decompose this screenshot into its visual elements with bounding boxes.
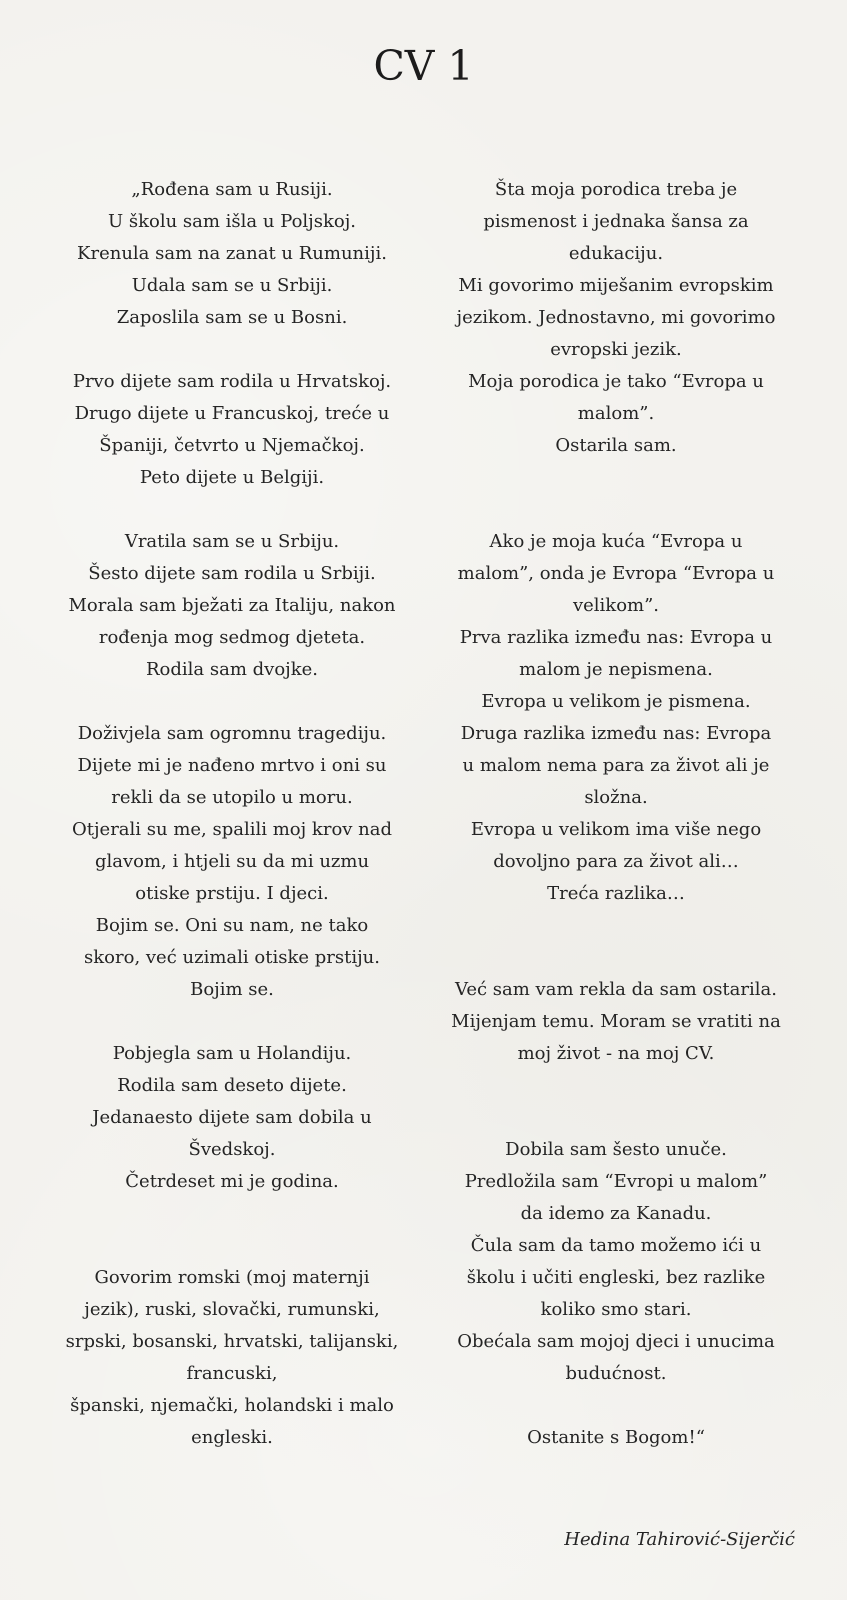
- text-line: pismenost i jednaka šansa za: [483, 211, 749, 232]
- blank-line: [55, 1198, 409, 1230]
- text-line: edukaciju.: [568, 243, 664, 264]
- text-line: evropski jezik.: [550, 339, 682, 360]
- blank-line: [55, 494, 409, 526]
- text-line: Mijenjam temu. Moram se vratiti na: [451, 1011, 781, 1032]
- page-title: CV 1: [373, 42, 474, 90]
- text-line: Evropa u velikom je pismena.: [481, 691, 751, 712]
- text-line: Čula sam da tamo možemo ići u: [470, 1235, 762, 1256]
- blank-line: [55, 686, 409, 718]
- blank-line: [435, 462, 797, 494]
- text-line: U školu sam išla u Poljskoj.: [107, 211, 357, 232]
- blank-line: [435, 910, 797, 942]
- text-line: koliko smo stari.: [540, 1299, 692, 1320]
- text-line: Već sam vam rekla da sam ostarila.: [455, 979, 777, 1000]
- text-line: Dobila sam šesto unuče.: [505, 1139, 727, 1160]
- text-line: glavom, i htjeli su da mi uzmu: [94, 851, 370, 872]
- text-line: srpski, bosanski, hrvatski, talijanski,: [65, 1331, 399, 1352]
- text-line: Krenula sam na zanat u Rumuniji.: [77, 243, 387, 264]
- blank-line: [55, 1006, 409, 1038]
- text-line: Dijete mi je nađeno mrtvo i oni su: [77, 755, 387, 776]
- blank-line: [435, 942, 797, 974]
- blank-line: [55, 1230, 409, 1262]
- text-line: jezikom. Jednostavno, mi govorimo: [456, 307, 776, 328]
- text-line: Doživjela sam ogromnu tragediju.: [77, 723, 387, 744]
- text-line: malom je nepismena.: [519, 659, 713, 680]
- text-line: Treća razlika…: [547, 883, 685, 904]
- text-line: Šesto dijete sam rodila u Srbiji.: [88, 563, 376, 584]
- text-line: Švedskoj.: [188, 1139, 276, 1160]
- text-line: malom”, onda je Evropa “Evropa u: [457, 563, 775, 584]
- text-line: Prva razlika između nas: Evropa u: [459, 627, 773, 648]
- blank-line: [435, 1070, 797, 1102]
- right-text-column: [435, 174, 797, 1454]
- text-line: Bojim se. Oni su nam, ne tako: [95, 915, 369, 936]
- text-line: Govorim romski (moj maternji: [94, 1267, 370, 1288]
- text-line: rekli da se utopilo u moru.: [111, 787, 353, 808]
- text-line: Mi govorimo miješanim evropskim: [458, 275, 774, 296]
- blank-line: [55, 334, 409, 366]
- text-line: Pobjegla sam u Holandiju.: [112, 1043, 352, 1064]
- text-line: Jedanaesto dijete sam dobila u: [92, 1107, 372, 1128]
- text-line: u malom nema para za život ali je: [462, 755, 770, 776]
- text-line: velikom”.: [572, 595, 660, 616]
- text-line: budućnost.: [565, 1363, 667, 1384]
- blank-line: [435, 1102, 797, 1134]
- text-line: moj život - na moj CV.: [517, 1043, 715, 1064]
- text-line: da idemo za Kanadu.: [520, 1203, 712, 1224]
- text-line: „Rođena sam u Rusiji.: [131, 179, 333, 200]
- text-line: španski, njemački, holandski i malo: [70, 1395, 394, 1416]
- blank-line: [435, 494, 797, 526]
- text-line: Morala sam bježati za Italiju, nakon: [68, 595, 396, 616]
- text-line: Peto dijete u Belgiji.: [139, 467, 325, 488]
- text-line: Prvo dijete sam rodila u Hrvatskoj.: [72, 371, 392, 392]
- text-line: složna.: [584, 787, 648, 808]
- text-line: rođenja mog sedmog djeteta.: [98, 627, 366, 648]
- text-line: Evropa u velikom ima više nego: [470, 819, 762, 840]
- text-line: Španiji, četvrto u Njemačkoj.: [99, 435, 365, 456]
- text-line: skoro, već uzimali otiske prstiju.: [84, 947, 380, 968]
- text-line: Moja porodica je tako “Evropa u: [468, 371, 764, 392]
- text-line: dovoljno para za život ali…: [493, 851, 739, 872]
- text-line: Otjerali su me, spalili moj krov nad: [71, 819, 393, 840]
- text-line: otiske prstiju. I djeci.: [135, 883, 329, 904]
- text-line: engleski.: [191, 1427, 273, 1448]
- text-line: jezik), ruski, slovački, rumunski,: [84, 1299, 380, 1320]
- text-line: Zaposlila sam se u Bosni.: [116, 307, 348, 328]
- text-line: Druga razlika između nas: Evropa: [460, 723, 772, 744]
- text-line: školu i učiti engleski, bez razlike: [466, 1267, 766, 1288]
- author-signature: Hedina Tahirović-Sijerčić: [564, 1529, 795, 1550]
- left-text-column: [55, 174, 409, 1454]
- text-line: Vratila sam se u Srbiju.: [124, 531, 340, 552]
- text-line: Ako je moja kuća “Evropa u: [489, 531, 743, 552]
- text-line: Rodila sam deseto dijete.: [117, 1075, 347, 1096]
- text-line: malom”.: [577, 403, 655, 424]
- text-line: Šta moja porodica treba je: [494, 179, 738, 200]
- text-line: francuski,: [186, 1363, 278, 1384]
- text-line: Drugo dijete u Francuskoj, treće u: [74, 403, 390, 424]
- text-line: Udala sam se u Srbiji.: [131, 275, 333, 296]
- text-line: Četrdeset mi je godina.: [125, 1171, 339, 1192]
- text-line: Bojim se.: [190, 979, 274, 1000]
- text-line: Ostanite s Bogom!“: [527, 1427, 705, 1448]
- text-line: Predložila sam “Evropi u malom”: [464, 1171, 768, 1192]
- text-line: Obećala sam mojoj djeci i unucima: [457, 1331, 775, 1352]
- blank-line: [435, 1390, 797, 1422]
- text-line: Rodila sam dvojke.: [145, 659, 319, 680]
- text-line: Ostarila sam.: [555, 435, 677, 456]
